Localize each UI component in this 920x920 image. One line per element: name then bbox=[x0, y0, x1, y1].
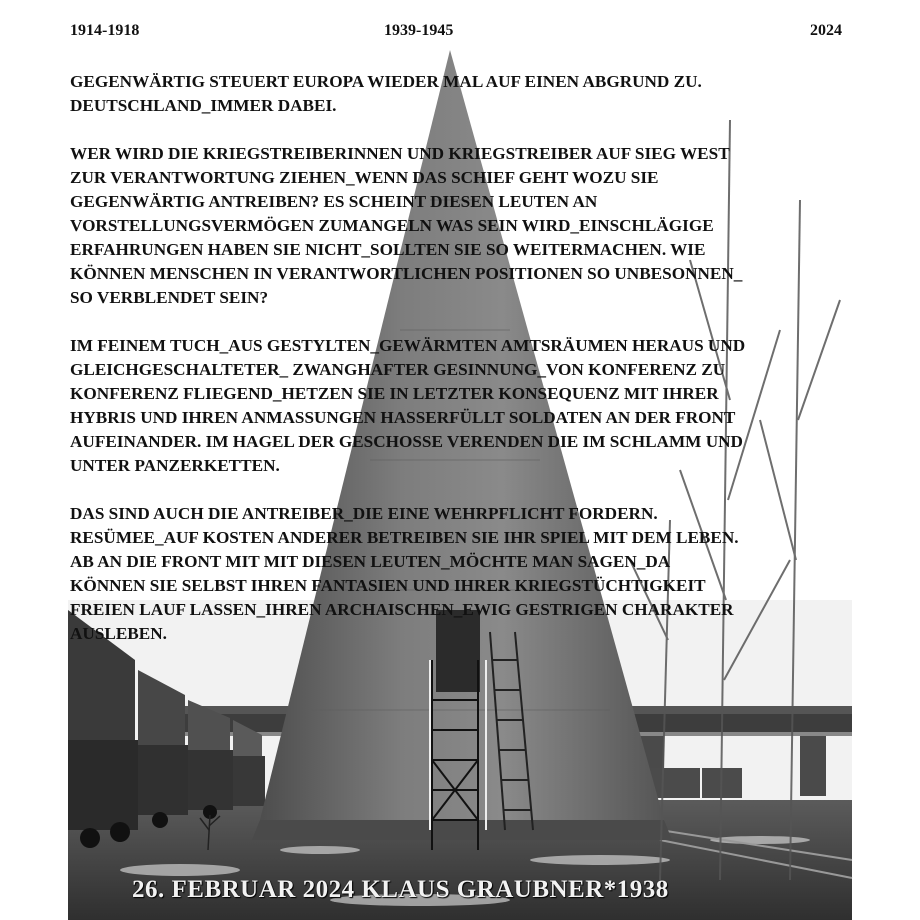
year-label-1914-1918: 1914-1918 bbox=[70, 22, 140, 39]
year-label-1939-1945: 1939-1945 bbox=[384, 22, 454, 39]
year-label-2024: 2024 bbox=[810, 22, 842, 39]
essay-paragraph-4: DAS SIND AUCH DIE ANTREIBER_DIE EINE WEHRPFLICHT FORDERN. RESÜMEE_AUF KOSTEN ANDERER BETREIBEN SIE IHR SPIEL MIT DEM LEBEN. AB AN DIE FRONT MIT MIT DIESEN LEUTEN_MÖCHTE MAN SAGEN_DA KÖNNEN SIE SELBST IHREN FANTASIEN UND IHRER KRIEGSTÜCHTIGKEIT FREIEN LAUF LASSEN_IHREN ARCHAISCHEN_EWIG GESTRIGEN CHARAKTER AUSLEBEN. bbox=[70, 504, 739, 643]
essay-text bbox=[70, 70, 860, 670]
essay-paragraph-2: WER WIRD DIE KRIEGSTREIBERINNEN UND KRIEGSTREIBER AUF SIEG WEST ZUR VERANTWORTUNG ZIEHEN_WENN DAS SCHIEF GEHT WOZU SIE GEGENWÄRTIG ANTREIBEN? ES SCHEINT DIESEN LEUTEN AN VORSTELLUNGSVERMÖGEN ZUMANGELN WAS SEIN WIRD_EINSCHLÄGIGE ERFAHRUNGEN HABEN SIE NICHT_SOLLTEN SIE SO WEITERMACHEN. WIE KÖNNEN MENSCHEN IN VERANTWORTLICHEN POSITIONEN SO UNBESONNEN_ SO VERBLENDET SEIN? bbox=[70, 144, 743, 307]
year-header bbox=[0, 22, 920, 42]
essay-paragraph-3: IM FEINEM TUCH_AUS GESTYLTEN_GEWÄRMTEN AMTSRÄUMEN HERAUS UND GLEICHGESCHALTETER_ ZWANGHAFTER GESINNUNG_VON KONFERENZ ZU KONFERENZ FLIEGEND_HETZEN SIE IN LETZTER KONSEQUENZ MIT IHRER HYBRIS UND IHREN ANMASSUNGEN HASSERFÜLLT SOLDATEN AN DER FRONT AUFEINANDER. IM HAGEL DER GESCHOSSE VERENDEN DIE IM SCHLAMM UND UNTER PANZERKETTEN. bbox=[70, 336, 746, 475]
signature-footer: 26. FEBRUAR 2024 KLAUS GRAUBNER*1938 bbox=[132, 876, 669, 903]
essay-paragraph-1: GEGENWÄRTIG STEUERT EUROPA WIEDER MAL AUF EINEN ABGRUND ZU. DEUTSCHLAND_IMMER DABEI. bbox=[70, 72, 702, 115]
